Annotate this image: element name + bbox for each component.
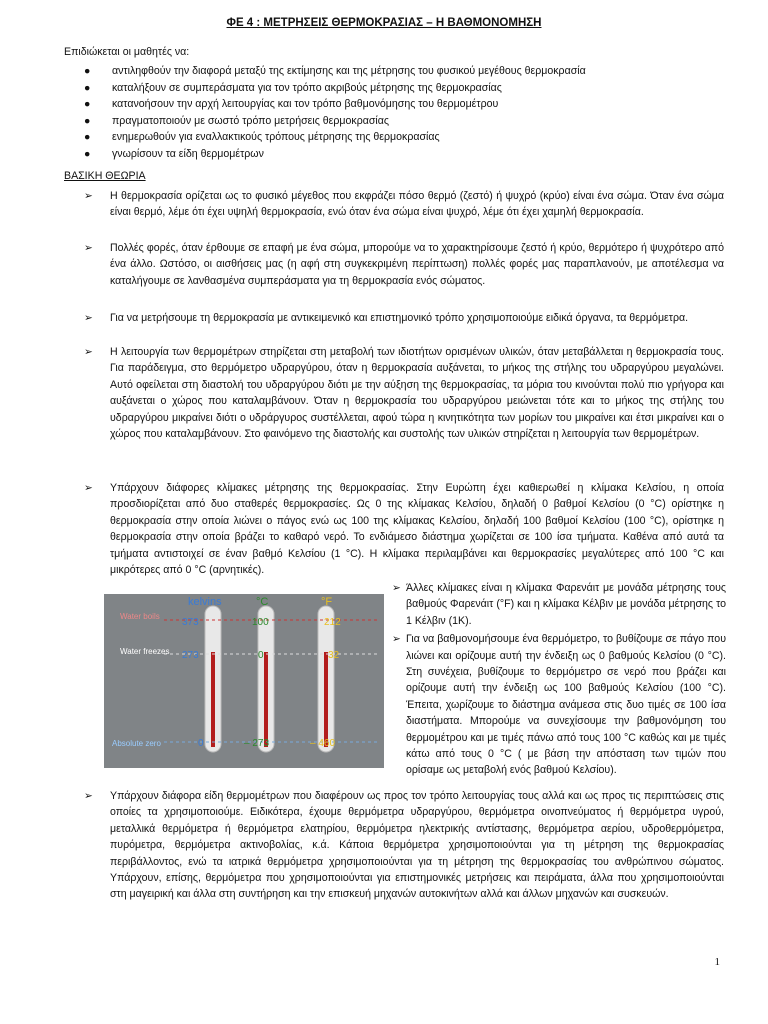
list-item: ● κατανοήσουν την αρχή λειτουργίας και τον τρόπο βαθμονόμησης του θερμομέτρου xyxy=(84,96,586,113)
celsius-column xyxy=(264,652,268,747)
freezes-label: Water freezes xyxy=(120,647,170,656)
kelvin-zero-value: 0 xyxy=(198,738,204,749)
fahrenheit-freezes-value: 32 xyxy=(328,650,340,661)
list-item: ● πραγματοποιούν με σωστό τρόπο μετρήσεις θερμοκρασίας xyxy=(84,113,586,130)
paragraph-calibration: ➢ Για να βαθμονομήσουμε ένα θερμόμετρο, το βυθίζουμε σε πάγο που λιώνει και ορίζουμε αυτή την ένδειξη ως 0 βαθμούς Κελσίου (0 °C). Στη συνέχεια, βυθίζουμε το θερμόμετρο σε νερό που βράζει και ορίζουμε αυτή την ένδειξη ως 100 βαθμούς Κελσίου (100 °C). Έπειτα, χωρίζουμε το διάστημα ανάμεσα στις δυο τιμές σε 100 ίσα διαστήματα. Μπορούμε να συνεχίσουμε την βαθμονόμηση του θερμομέτρου και με τιμές πάνω από τους 100 °C καθώς και με τιμές κάτω από τους 0 °C ( με βάση την απόσταση των τιμών που ορίσαμε ως μεταβολή ενός βαθμού Κελσίου). xyxy=(392,633,726,777)
kelvin-boils-value: 373 xyxy=(182,617,199,628)
goals-list xyxy=(84,63,586,162)
fahrenheit-zero-value: – 460 xyxy=(310,738,336,749)
celsius-freezes-value: 0 xyxy=(258,650,264,661)
kelvin-freezes-value: 273 xyxy=(182,650,199,661)
absolute-zero-label: Absolute zero xyxy=(112,739,161,748)
celsius-boils-value: 100 xyxy=(252,617,269,628)
arrow-bullet-icon: ➢ xyxy=(84,312,93,324)
list-item: ● ενημερωθούν για εναλλακτικούς τρόπους μέτρησης της θερμοκρασίας xyxy=(84,129,586,146)
arrow-bullet-icon: ➢ xyxy=(84,482,93,494)
bullet-icon: ● xyxy=(84,147,91,160)
kelvin-column xyxy=(211,652,215,747)
intro-text: Επιδιώκεται οι μαθητές να: xyxy=(64,46,190,58)
arrow-bullet-icon: ➢ xyxy=(392,582,401,594)
paragraph-instruments: ➢ Για να μετρήσουμε τη θερμοκρασία με αντικειμενικό και επιστημονικό τρόπο χρησιμοποιούμε ειδικά όργανα, τα θερμόμετρα. xyxy=(84,310,724,326)
arrow-bullet-icon: ➢ xyxy=(392,633,401,646)
list-item: ● αντιληφθούν την διαφορά μεταξύ της εκτίμησης και της μέτρησης του φυσικού μεγέθους θερμοκρασία xyxy=(84,63,586,80)
celsius-zero-value: – 273 xyxy=(244,738,270,749)
paragraph-types: ➢ Υπάρχουν διάφορα είδη θερμομέτρων που διαφέρουν ως προς τον τρόπο λειτουργίας τους αλλά και ως προς τις περιπτώσεις στις οποίες τα χρησιμοποιούμε. Ειδικότερα, έχουμε θερμόμετρα υδραργύρου, θερμόμετρα οινοπνεύματος ή θερμόμετρα υγρού, μεταλλικά θερμόμετρα ή θερμόμετρα ελατηρίου, θερμόμετρα ηλεκτρικής αντίστασης, θερμόμετρα αερίου, υδροθερμόμετρα, πυρόμετρα, θερμόμετρα ακτινοβολίας, κ.ά. Κάποια θερμόμετρα χρησιμοποιούνται για τη μέτρηση της θερμοκρασίας περιβάλλοντος, ενώ τα ιατρικά θερμόμετρα χρησιμοποιούνται για τη μέτρηση της θερμοκρασίας του ανθρώπινου σώματος. Υπάρχουν, επίσης, θερμόμετρα που χρησιμοποιούνται για επιστημονικές μετρήσεις και πειράματα, άλλα που χρησιμοποιούνται στη μαγειρική και άλλα στη συντήρηση και την επισκευή μηχανών αυτοκινήτων αλλά και άλλων μηχανών και συσκευών. xyxy=(84,790,724,901)
section-heading: ΒΑΣΙΚΗ ΘΕΩΡΙΑ xyxy=(64,170,146,182)
arrow-bullet-icon: ➢ xyxy=(84,190,93,202)
bullet-icon: ● xyxy=(84,65,91,77)
arrow-bullet-icon: ➢ xyxy=(84,346,93,358)
bullet-icon: ● xyxy=(84,114,91,127)
page-number: 1 xyxy=(714,956,720,968)
arrow-bullet-icon: ➢ xyxy=(84,790,93,802)
celsius-header: °C xyxy=(256,596,269,608)
bullet-icon: ● xyxy=(84,81,91,94)
paragraph-operation: ➢ Η λειτουργία των θερμομέτρων στηρίζεται στη μεταβολή των ιδιοτήτων ορισμένων υλικών, όταν μεταβάλλεται η θερμοκρασία τους. Για παράδειγμα, στο θερμόμετρο υδραργύρου, όταν η θερμοκρασία αυξάνεται, το μήκος της στήλης του υδραργύρου μεγαλώνει. Αυτό οφείλεται στη διαστολή του υδραργύρου διότι με την αύξηση της θερμοκρασίας, τα μόρια του κινούνται πολύ πιο γρήγορα και αυξάνεται ο χώρος που καταλαμβάνουν. Όταν η θερμοκρασία του υδραργύρου μειώνεται τότε και το μήκος της στήλης του υδραργύρου μικραίνει διότι ο υδράργυρος συστέλλεται, αφού τώρα η κινητικότητα των μορίων του μικραίνει και έτσι μικραίνει και ο χώρος που καταλαμβάνουν. Στο φαινόμενο της διαστολής και συστολής των υλικών στηρίζεται η λειτουργία των θερμομέτρων. xyxy=(84,346,724,441)
bullet-icon: ● xyxy=(84,131,91,143)
boils-label: Water boils xyxy=(120,612,160,621)
fahrenheit-boils-value: 212 xyxy=(324,617,341,628)
list-item: ● γνωρίσουν τα είδη θερμομέτρων xyxy=(84,146,586,163)
page-title: ΦΕ 4 : ΜΕΤΡΗΣΕΙΣ ΘΕΡΜΟΚΡΑΣΙΑΣ – Η ΒΑΘΜΟΝΟΜΗΣΗ xyxy=(226,17,542,29)
bullet-icon: ● xyxy=(84,98,91,110)
list-item: ● καταλήξουν σε συμπεράσματα για τον τρόπο ακριβούς μέτρησης της θερμοκρασίας xyxy=(84,80,586,97)
paragraph-other-scales: ➢ Άλλες κλίμακες είναι η κλίμακα Φαρενάιτ με μονάδα μέτρησης τους βαθμούς Φαρενάιτ (°F) και η κλίμακα Κέλβιν με μονάδα μέτρησης το 1 Κέλβιν (1K). xyxy=(392,582,726,627)
fahrenheit-column xyxy=(324,652,328,747)
kelvin-header: kelvins xyxy=(188,596,222,608)
arrow-bullet-icon: ➢ xyxy=(84,242,93,254)
paragraph-definition: ➢ Η θερμοκρασία ορίζεται ως το φυσικό μέγεθος που εκφράζει πόσο θερμό (ζεστό) ή ψυχρό (κρύο) είναι ένα σώμα. Όταν ένα σώμα είναι θερμό, λέμε ότι έχει υψηλή θερμοκρασία, ενώ όταν ένα σώμα είναι ψυχρό, λέμε ότι έχει χαμηλή θερμοκρασία. xyxy=(84,190,724,219)
paragraph-scales: ➢ Υπάρχουν διάφορες κλίμακες μέτρησης της θερμοκρασίας. Στην Ευρώπη έχει καθιερωθεί η κλίμακα Κελσίου, η οποία προσδιορίζεται από δυο σταθερές θερμοκρασίες. Ως 0 της κλίμακας Κελσίου, δηλαδή 0 βαθμοί Κελσίου (0 °C) ορίστηκε η θερμοκρασία στην οποία λιώνει ο πάγος ενώ ως 100 της κλίμακας Κελσίου, δηλαδή 100 βαθμοί Κελσίου (100 °C), ορίστηκε η θερμοκρασία στην οποία βράζει το καθαρό νερό. Το ενδιάμεσο διάστημα χωρίζεται σε 100 ίσα τμήματα. Καθένα από αυτά τα τμήματα αντιστοιχεί σε έναν βαθμό Κελσίου (1 °C). Η κλίμακα περιλαμβάνει και θερμοκρασίες μεγαλύτερες από 100 °C και μικρότερες από 0 °C (αρνητικές). xyxy=(84,482,724,577)
paragraph-senses: ➢ Πολλές φορές, όταν έρθουμε σε επαφή με ένα σώμα, μπορούμε να το χαρακτηρίσουμε ζεστό ή κρύο, θερμότερο ή ψυχρότερο από ένα άλλο. Ωστόσο, οι αισθήσεις μας (η αφή στη συγκεκριμένη περίπτωση) πολλές φορές μας παραπλανούν, με αποτέλεσμα να καταλήγουμε σε λανθασμένα συμπεράσματα για τη θερμοκρασία ενός σώματος. xyxy=(84,242,724,287)
fahrenheit-header: °F xyxy=(321,596,333,608)
side-text xyxy=(392,580,726,779)
thermometer-scales-figure xyxy=(104,594,384,768)
